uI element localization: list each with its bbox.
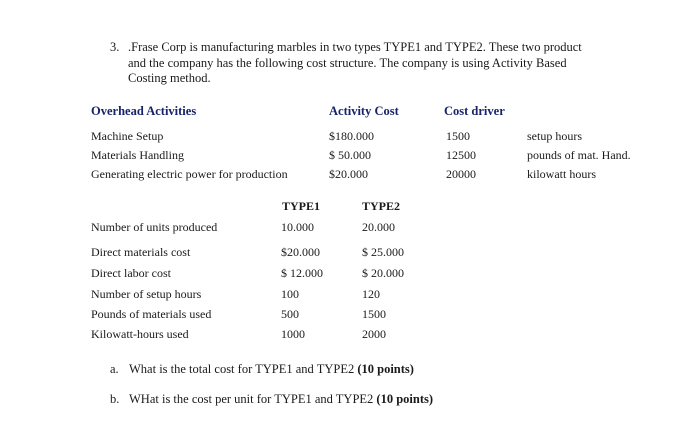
- question-line-3: Costing method.: [128, 71, 211, 85]
- product-row-type1: 100: [281, 287, 299, 301]
- product-row-label: Direct labor cost: [91, 266, 171, 280]
- subquestion-a-text: What is the total cost for TYPE1 and TYPE2 (10 points): [129, 362, 414, 376]
- product-row-type2: 120: [362, 287, 380, 301]
- overhead-driver-unit: kilowatt hours: [527, 167, 596, 181]
- overhead-activity-cost: $ 50.000: [329, 148, 371, 162]
- overhead-driver-value: 1500: [446, 129, 470, 143]
- product-row-type1: 500: [281, 307, 299, 321]
- header-cost-driver: Cost driver: [444, 104, 505, 118]
- overhead-driver-unit: pounds of mat. Hand.: [527, 148, 631, 162]
- product-row-type2: 2000: [362, 327, 386, 341]
- header-type1: TYPE1: [282, 199, 321, 213]
- question-number: 3.: [110, 40, 120, 54]
- overhead-driver-value: 12500: [446, 148, 476, 162]
- product-row-label: Kilowatt-hours used: [91, 327, 189, 341]
- overhead-activity-label: Machine Setup: [91, 129, 164, 143]
- question-text: [128, 40, 582, 87]
- overhead-activity-cost: $20.000: [329, 167, 368, 181]
- header-activity-cost: Activity Cost: [329, 104, 399, 118]
- units-produced-label: Number of units produced: [91, 220, 218, 234]
- question-line-1: .Frase Corp is manufacturing marbles in two types TYPE1 and TYPE2. These two product: [128, 40, 582, 54]
- units-produced-type1: 10.000: [281, 220, 314, 234]
- product-row-type1: 1000: [281, 327, 305, 341]
- units-produced-type2: 20.000: [362, 220, 395, 234]
- product-row-type1: $ 12.000: [281, 266, 323, 280]
- overhead-driver-unit: setup hours: [527, 129, 582, 143]
- subquestion-b-text: WHat is the cost per unit for TYPE1 and TYPE2 (10 points): [129, 392, 434, 406]
- overhead-driver-value: 20000: [446, 167, 476, 181]
- overhead-activity-label: Generating electric power for production: [91, 167, 288, 181]
- product-row-type1: $20.000: [281, 245, 320, 259]
- header-overhead-activities: Overhead Activities: [91, 104, 197, 118]
- product-row-type2: $ 20.000: [362, 266, 404, 280]
- product-row-label: Direct materials cost: [91, 245, 191, 259]
- product-row-type2: 1500: [362, 307, 386, 321]
- product-row-label: Number of setup hours: [91, 287, 202, 301]
- header-type2: TYPE2: [362, 199, 401, 213]
- overhead-activity-label: Materials Handling: [91, 148, 184, 162]
- overhead-activity-cost: $180.000: [329, 129, 374, 143]
- product-row-type2: $ 25.000: [362, 245, 404, 259]
- subquestion-b-letter: b.: [110, 392, 120, 406]
- question-line-2: and the company has the following cost structure. The company is using Activity Based: [128, 55, 567, 70]
- product-row-label: Pounds of materials used: [91, 307, 212, 321]
- subquestion-a-letter: a.: [110, 362, 119, 376]
